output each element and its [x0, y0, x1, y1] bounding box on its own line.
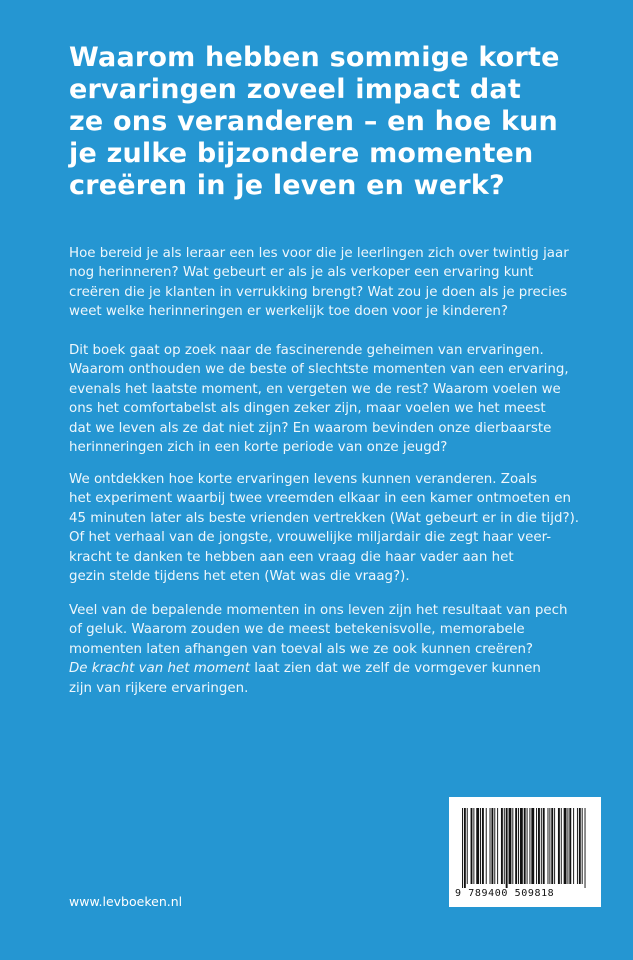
text-line: 45 minuten later als beste vrienden vertrekken (Wat gebeurt er in die tijd?). — [69, 510, 580, 526]
isbn-number: 9 789400 509818 — [455, 888, 555, 899]
barcode-bar — [494, 808, 495, 884]
barcode-bar — [512, 808, 513, 884]
barcode-bar — [541, 808, 542, 884]
barcode-bar — [531, 808, 534, 884]
barcode-bar — [549, 808, 550, 884]
barcode-bar — [462, 808, 463, 888]
text-line: Hoe bereid je als leraar een les voor die je leerlingen zich over twintig jaar — [69, 246, 569, 261]
barcode-bar — [518, 808, 519, 884]
barcode-bar — [538, 808, 540, 884]
isbn-barcode — [449, 797, 601, 907]
barcode-bar — [543, 808, 545, 884]
headline — [69, 42, 589, 202]
text-line: gezin stelde tijdens het eten (Wat was die vraag?). — [69, 569, 410, 585]
text-line: Of het verhaal van de jongste, vrouwelijke miljardair die zegt haar veer- — [69, 530, 552, 546]
barcode-bar — [501, 808, 503, 884]
book-title-italic: De kracht van het moment — [69, 661, 250, 677]
blurb-paragraph — [69, 601, 568, 698]
barcode-bar — [558, 808, 560, 884]
barcode-bar — [577, 808, 578, 884]
text-line: het experiment waarbij twee vreemden elkaar in een kamer ontmoeten en — [69, 491, 572, 507]
barcode-bar — [486, 808, 487, 884]
barcode-bar — [551, 808, 553, 884]
text-line: ons het comfortabelst als dingen zeker zijn, maar voelen we het meest — [69, 401, 546, 417]
barcode-bar — [585, 808, 586, 888]
barcode-bar — [520, 808, 523, 884]
text-line: momenten laten afhangen van toeval als we ze ook kunnen creëren? — [69, 641, 534, 657]
headline-line: je zulke bijzondere momenten — [69, 138, 534, 169]
barcode-bar — [467, 808, 468, 884]
barcode-bar — [509, 808, 512, 884]
barcode-bar — [564, 808, 567, 884]
barcode-bar — [482, 808, 484, 884]
text-line: creëren die je klanten in verrukking brengt? Wat zou je doen als je precies — [69, 284, 568, 300]
headline-line: Waarom hebben sommige korte — [69, 42, 560, 73]
text-line: Dit boek gaat op zoek naar de fascinerende geheimen van ervaringen. — [69, 343, 544, 358]
barcode-bar — [569, 808, 571, 884]
blurb-paragraph — [69, 244, 569, 322]
barcode-bar — [561, 808, 562, 884]
barcode-bar — [554, 808, 555, 884]
barcode-bars — [460, 808, 590, 888]
text-line: weet welke herinneringen er werkelijk toe doen voor je kinderen? — [69, 304, 508, 320]
barcode-bar — [473, 808, 474, 884]
text-fragment: laat zien dat we zelf de vormgever kunnen — [250, 661, 541, 677]
barcode-bar — [548, 808, 549, 884]
barcode-bar — [515, 808, 517, 884]
barcode-bar — [476, 808, 479, 884]
blurb-paragraph — [69, 341, 569, 457]
text-line: We ontdekken hoe korte ervaringen levens kunnen veranderen. Zoals — [69, 472, 538, 487]
barcode-bar — [480, 808, 481, 884]
barcode-bar — [490, 808, 491, 884]
barcode-bar — [573, 808, 574, 884]
headline-line: creëren in je leven en werk? — [69, 170, 505, 201]
barcode-bar — [582, 808, 583, 884]
text-line: nog herinneren? Wat gebeurt er als je als verkoper een ervaring kunt — [69, 265, 534, 281]
barcode-bar — [536, 808, 537, 884]
headline-line: ervaringen zoveel impact dat — [69, 74, 521, 105]
text-line: Veel van de bepalende momenten in ons leven zijn het resultaat van pech — [69, 603, 568, 618]
barcode-bar — [491, 808, 493, 884]
text-line: zijn van rijkere ervaringen. — [69, 680, 249, 696]
barcode-bar — [471, 808, 473, 884]
barcode-bar — [497, 808, 498, 884]
barcode-bar — [529, 808, 530, 884]
text-line: kracht te danken te hebben aan een vraag die haar vader aan het — [69, 549, 514, 565]
barcode-bar — [567, 808, 568, 884]
text-line: herinneringen zich in een korte periode van onze jeugd? — [69, 440, 448, 456]
text-line — [69, 659, 568, 678]
text-line: evenals het laatste moment, en vergeten we de rest? Waarom voelen we — [69, 381, 561, 397]
barcode-bar — [579, 808, 581, 884]
text-line: dat we leven als ze dat niet zijn? En waarom bevinden onze dierbaarste — [69, 420, 552, 436]
blurb-paragraph — [69, 470, 579, 586]
headline-line: ze ons veranderen – en hoe kun — [69, 106, 558, 137]
barcode-bar — [524, 808, 526, 884]
text-line: Waarom onthouden we de beste of slechtste momenten van een ervaring, — [69, 362, 569, 378]
publisher-website: www.levboeken.nl — [69, 894, 183, 909]
barcode-bar — [504, 808, 505, 884]
barcode-bar — [527, 808, 528, 884]
barcode-bar — [464, 808, 466, 888]
barcode-bar — [506, 808, 508, 888]
text-line: of geluk. Waarom zouden we de meest betekenisvolle, memorabele — [69, 622, 525, 638]
